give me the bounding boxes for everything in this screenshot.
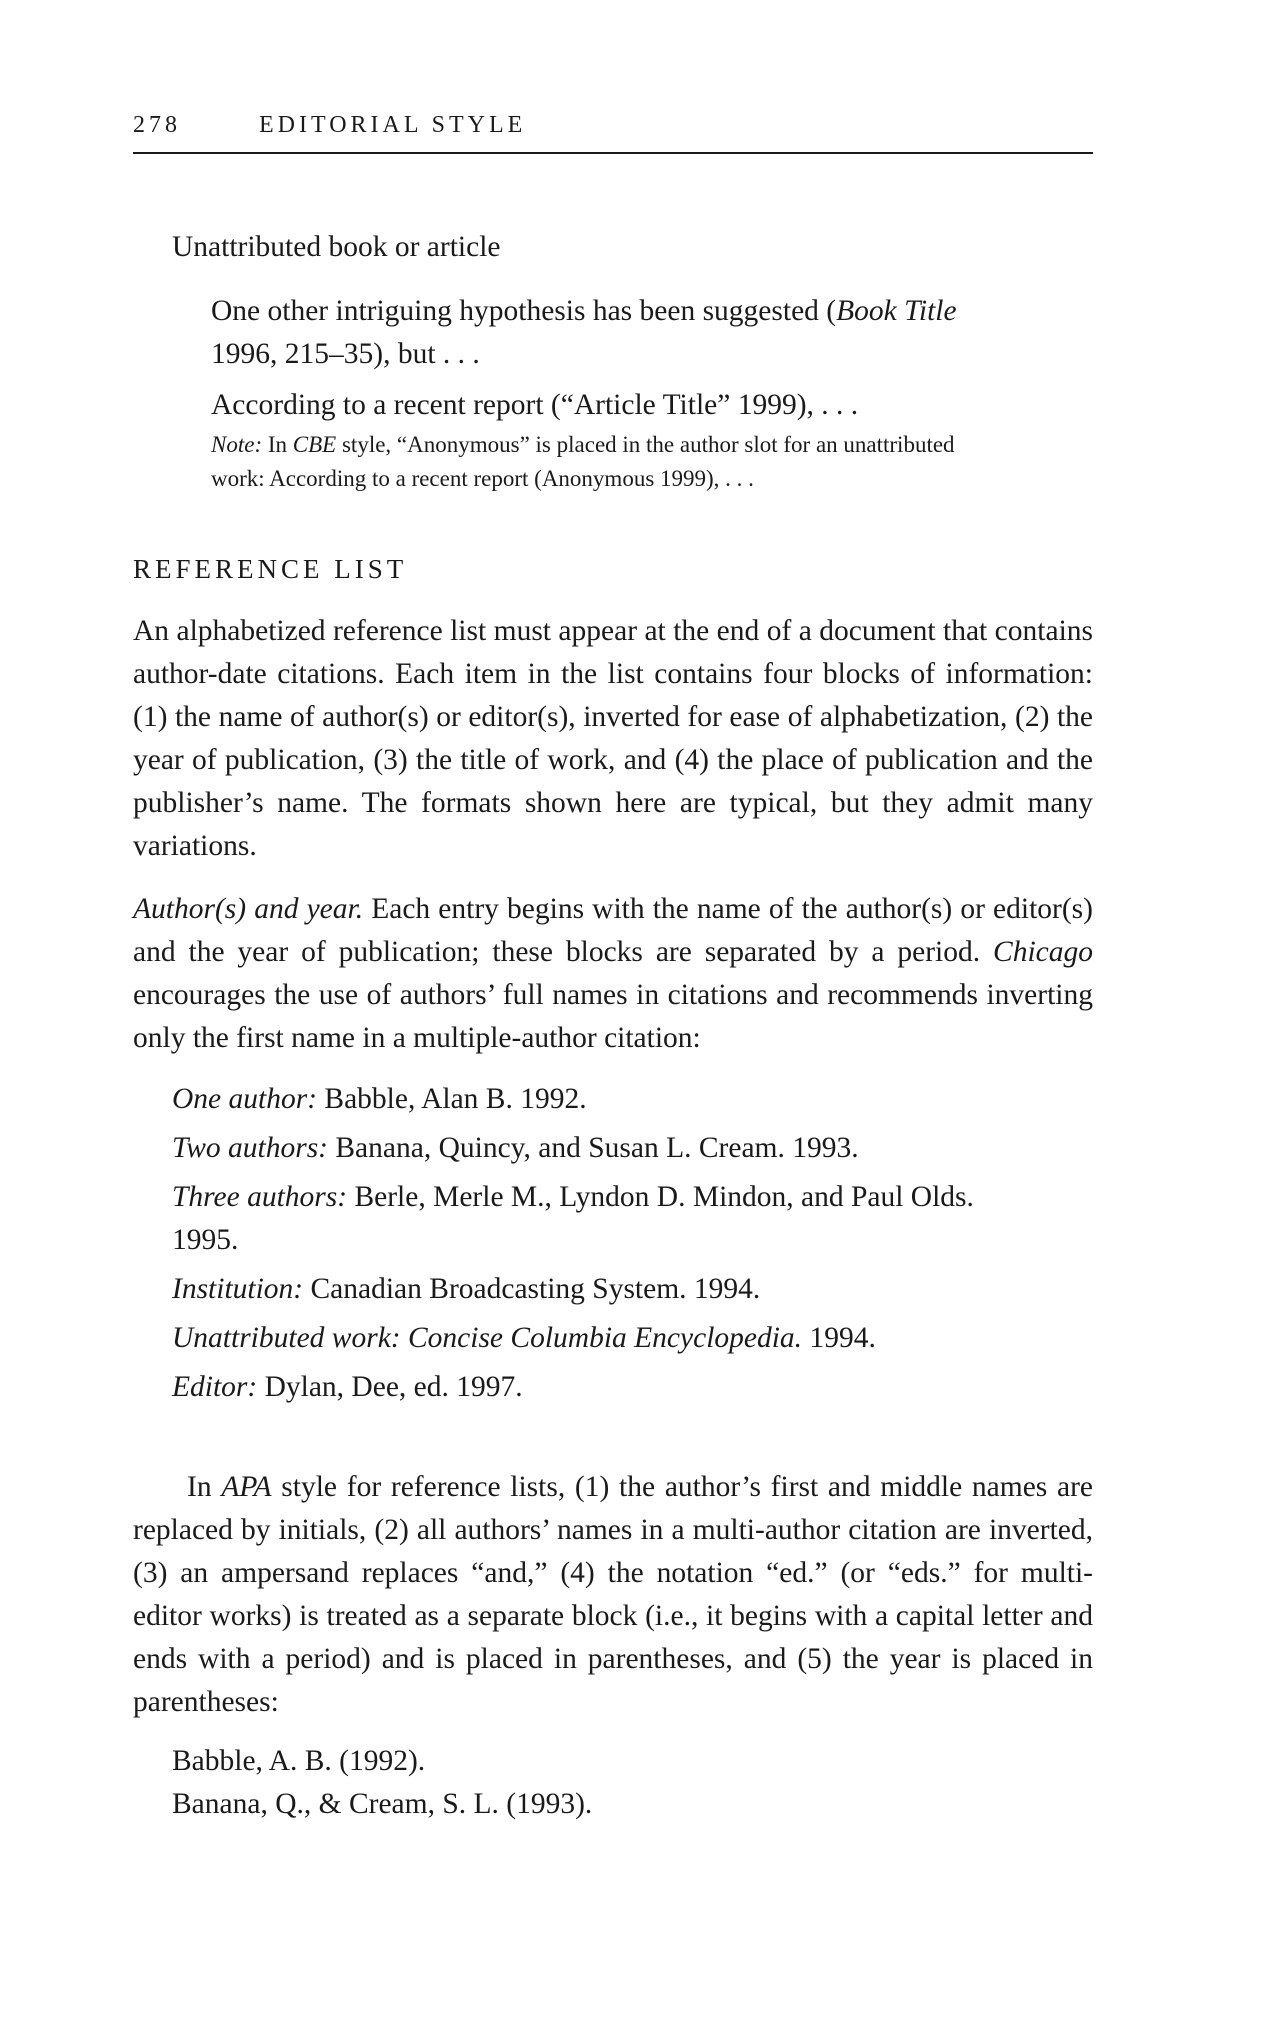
header-rule [133, 152, 1093, 154]
apa-example-list [172, 1740, 1093, 1826]
author-year-paragraph: Author(s) and year. Each entry begins with the name of the author(s) or editor(s) and the year of publication; these blocks are separated by a period. Chicago encourages the use of authors’ full names in citations and recommends inverting only the first name in a multiple-author citation: [133, 893, 1093, 1054]
list-item: Babble, A. B. (1992). [172, 1745, 426, 1777]
running-title: EDITORIAL STYLE [259, 112, 527, 138]
example-book-citation: One other intriguing hypothesis has been suggested (Book Title 1996, 215–35), but . . . [211, 295, 957, 370]
intro-paragraph: An alphabetized reference list must appear at the end of a document that contains author-date citations. Each item in the list contains four blocks of information: (1) the name of author(s) or editor(s), inverted for ease of alphabetization, (2) the year of publication, (3) the title of work, and (4) the place of publication and the publisher’s name. The formats shown here are typical, but they admit many variations. [133, 615, 1093, 862]
example-list [172, 1078, 1093, 1409]
list-item: One author: Babble, Alan B. 1992. [172, 1083, 587, 1115]
section-heading: REFERENCE LIST [133, 554, 408, 584]
list-item: Editor: Dylan, Dee, ed. 1997. [172, 1371, 523, 1403]
cbe-note: Note: In CBE style, “Anonymous” is placed in the author slot for an unattributed work: According to a recent report (Anonymous 1999), . . . [211, 432, 955, 491]
list-item: Two authors: Banana, Quincy, and Susan L. Cream. 1993. [172, 1132, 859, 1164]
author-year-lead: Author(s) and year. [133, 893, 364, 925]
note-label: Note: [211, 432, 263, 457]
list-item: Banana, Q., & Cream, S. L. (1993). [172, 1788, 593, 1820]
list-item: Institution: Canadian Broadcasting System. 1994. [172, 1273, 761, 1305]
running-head [133, 112, 1093, 139]
list-item: Unattributed work: Concise Columbia Encyclopedia. 1994. [172, 1322, 876, 1354]
list-item: Three authors: Berle, Merle M., Lyndon D. Mindon, and Paul Olds. 1995. [172, 1181, 974, 1256]
apa-paragraph: In APA style for reference lists, (1) the author’s first and middle names are replaced by initials, (2) all authors’ names in a multi-author citation are inverted, (3) an ampersand replaces “and,” (4) the notation “ed.” (or “eds.” for multi-editor works) is treated as a separate block (i.e., it begins with a capital letter and ends with a period) and is placed in parentheses, and (5) the year is placed in parentheses: [133, 1471, 1094, 1718]
book-title: Book Title [836, 295, 957, 327]
unattributed-label: Unattributed book or article [172, 231, 501, 263]
page-number: 278 [133, 112, 181, 138]
example-article-citation: According to a recent report (“Article Title” 1999), . . . [211, 389, 859, 421]
